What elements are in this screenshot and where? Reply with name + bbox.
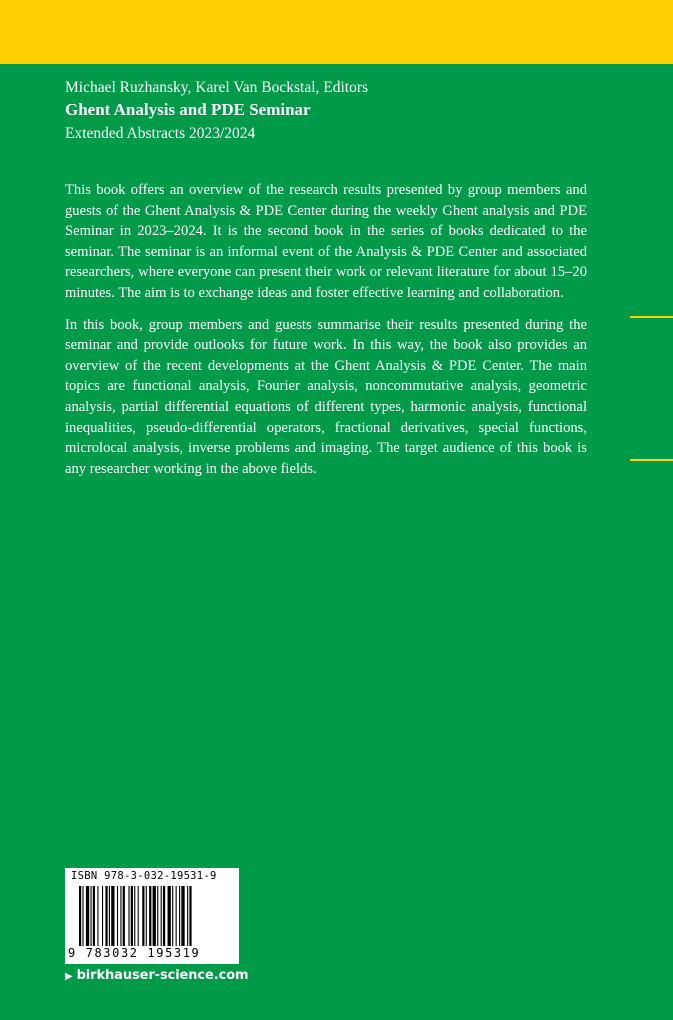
barcode-bar <box>105 886 107 946</box>
barcode-bar <box>120 886 121 946</box>
accent-rule-lower <box>630 459 673 461</box>
barcode-bar <box>157 886 158 946</box>
barcode-bar <box>128 886 129 946</box>
top-color-band <box>0 0 673 64</box>
barcode-bar <box>117 886 118 946</box>
book-header <box>65 78 625 144</box>
barcode-bar <box>181 886 184 946</box>
barcode-bar <box>153 886 156 946</box>
barcode-bar <box>146 886 147 946</box>
barcode-bar <box>91 886 92 946</box>
barcode-bar <box>86 886 89 946</box>
barcode-bar <box>168 886 171 946</box>
book-subtitle: Extended Abstracts 2023/2024 <box>65 125 256 142</box>
barcode-bar <box>134 886 135 946</box>
barcode-bar <box>109 886 110 946</box>
barcode-bar <box>172 886 173 946</box>
description-paragraph-2: In this book, group members and guests summarise their results presented during the seminar and provide outlooks for future work. In this way, the book also provides an overview of the recent developments at the Ghent Analysis & PDE Center. The main topics are functional analysis, Fourier analysis, noncommutative analysis, geometric analysis, partial differential equations of different types, harmonic analysis, functional inequalities, pseudo-differential operators, fractional derivatives, special functions, microlocal analysis, inverse problems and imaging. The target audience of this book is any researcher working in the above fields. <box>65 316 587 477</box>
publisher-link[interactable] <box>65 968 248 983</box>
book-description <box>65 180 587 490</box>
triangle-right-icon: ▶ <box>65 971 73 982</box>
accent-rule-upper <box>630 316 673 318</box>
description-paragraph-1: This book offers an overview of the research results presented by group members and guests of the Ghent Analysis & PDE Center during the weekly Ghent analysis and PDE Seminar in 2023–2024. It is the second book in the series of books dedicated to the seminar. The seminar is an informal event of the Analysis & PDE Center and associated researchers, where everyone can present their work or relevant literature for about 15–20 minutes. The aim is to exchange ideas and foster effective learning and collaboration. <box>65 182 587 301</box>
barcode-bar <box>93 886 95 946</box>
barcode-bar <box>123 886 125 946</box>
barcode-bar <box>176 886 177 946</box>
barcode-bar <box>142 886 144 946</box>
barcode-bar <box>102 886 103 946</box>
barcode-bar <box>79 886 81 946</box>
book-title: Ghent Analysis and PDE Seminar <box>65 100 311 119</box>
barcode-bar <box>161 886 162 946</box>
barcode-bar <box>187 886 188 946</box>
barcode-bar <box>131 886 133 946</box>
barcode-bar <box>111 886 114 946</box>
barcode-bar <box>138 886 139 946</box>
barcode-bar <box>163 886 165 946</box>
barcode-digits: 9 783032 195319 <box>68 946 201 960</box>
barcode-bar <box>189 886 191 946</box>
isbn-label: ISBN 978-3-032-19531-9 <box>71 870 217 882</box>
barcode-bar <box>97 886 98 946</box>
publisher-url: birkhauser-science.com <box>76 968 249 983</box>
barcode-bars <box>79 886 229 946</box>
barcode-bar <box>179 886 180 946</box>
barcode-bar <box>149 886 151 946</box>
barcode-bar <box>82 886 83 946</box>
isbn-barcode <box>65 868 239 964</box>
editors-line: Michael Ruzhansky, Karel Van Bockstal, Editors <box>65 79 369 96</box>
